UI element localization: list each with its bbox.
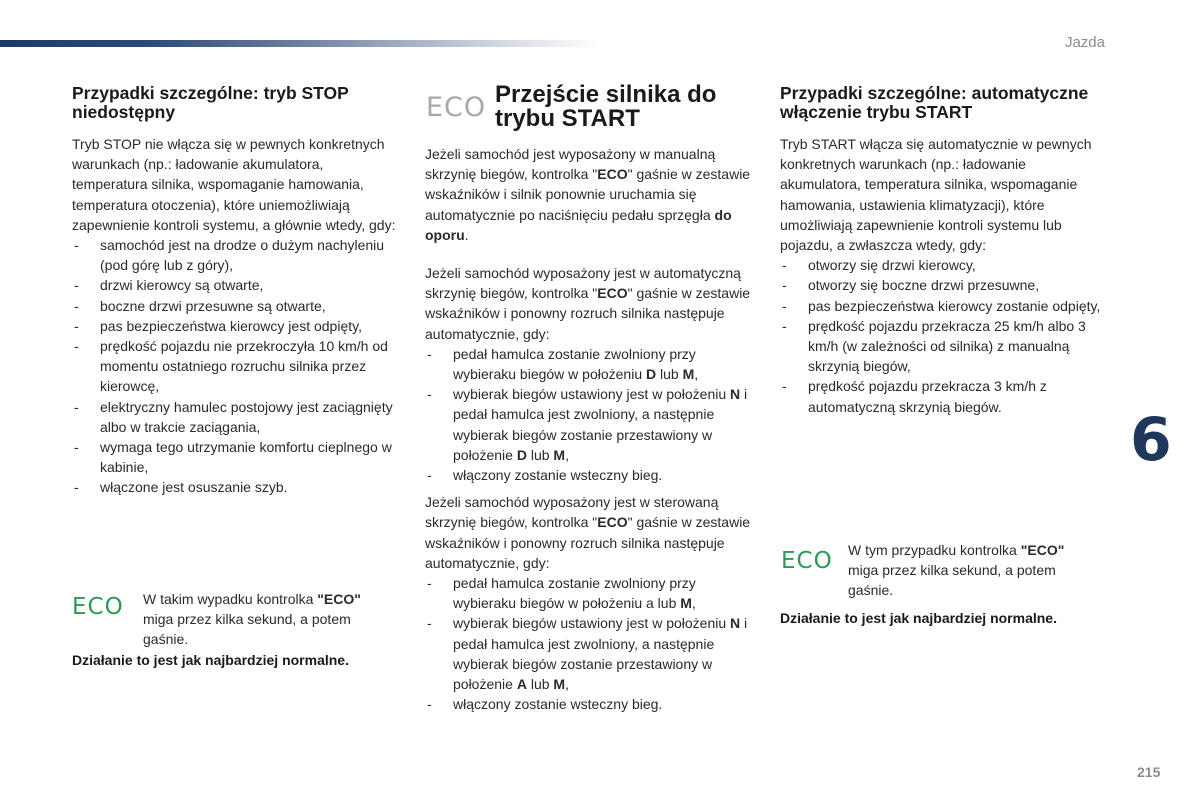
text: i pedał hamulca jest zwolniony, a następnie wybierak biegów zostanie przestawiony w położenie xyxy=(453,615,748,693)
text: " gaśnie w zestawie wskaźników i silnik ponownie uruchamia się automatycznie po naciśnięciu pedału sprzęgła xyxy=(425,166,751,223)
list-item xyxy=(425,573,755,613)
gear-label: M xyxy=(680,595,692,612)
list-item: - samochód jest na drodze o dużym nachyleniu (pod górę lub z góry), xyxy=(72,235,402,275)
eco-icon: ECO xyxy=(781,548,833,574)
text: Jeżeli samochód wyposażony jest w sterowaną skrzynię biegów, kontrolka " xyxy=(425,494,719,531)
middle-paragraph-1 xyxy=(425,144,755,245)
text: Jeżeli samochód jest wyposażony w manualną skrzynię biegów, kontrolka " xyxy=(425,146,716,183)
gear-label: M xyxy=(682,366,695,383)
note-text: W tym przypadku kontrolka xyxy=(848,542,1021,558)
section-title: Jazda xyxy=(1064,34,1105,51)
list-item: - prędkość pojazdu nie przekroczyła 10 km/h od momentu ostatniego rozruchu silnika przez kierowcę, xyxy=(72,336,402,397)
gear-label: A xyxy=(516,676,527,693)
list-item: - prędkość pojazdu przekracza 3 km/h z automatyczną skrzynią biegów. xyxy=(780,376,1110,416)
list-item: - włączony zostanie wsteczny bieg. xyxy=(425,694,755,714)
right-list xyxy=(780,255,1110,417)
right-normal-note: Działanie to jest jak najbardziej normalne. xyxy=(780,610,1057,626)
list-item: - wymaga tego utrzymanie komfortu cieplnego w kabinie, xyxy=(72,437,402,477)
list-item xyxy=(425,613,755,694)
left-heading: Przypadki szczególne: tryb STOP niedostępny xyxy=(72,83,349,122)
left-list xyxy=(72,235,402,498)
list-item xyxy=(425,384,755,465)
page-number: 215 xyxy=(1137,764,1161,780)
list-item: - otworzy się boczne drzwi przesuwne, xyxy=(780,275,1110,295)
list-item: - włączony zostanie wsteczny bieg. xyxy=(425,465,755,485)
gear-label: M xyxy=(553,446,566,463)
right-column xyxy=(780,84,1110,417)
bold-text: do oporu xyxy=(425,206,732,243)
text: , xyxy=(565,676,569,693)
left-eco-note xyxy=(143,589,393,650)
middle-paragraph-3 xyxy=(425,492,755,573)
middle-paragraph-2 xyxy=(425,263,755,344)
list-item: - elektryczny hamulec postojowy jest zaciągnięty albo w trakcie zaciągania, xyxy=(72,397,402,437)
middle-list-3 xyxy=(425,573,755,714)
chapter-number: 6 xyxy=(1130,405,1172,475)
list-item: - otworzy się drzwi kierowcy, xyxy=(780,255,1110,275)
eco-label: ECO xyxy=(597,285,628,302)
middle-list-2 xyxy=(425,344,755,485)
gear-label: N xyxy=(730,615,741,632)
list-item: - boczne drzwi przesuwne są otwarte, xyxy=(72,296,402,316)
left-normal-note: Działanie to jest jak najbardziej normalne. xyxy=(72,652,349,668)
text: i pedał hamulca jest zwolniony, a następnie wybierak biegów zostanie przestawiony w położenie xyxy=(453,386,748,463)
text: , xyxy=(694,366,699,383)
list-item: - prędkość pojazdu przekracza 25 km/h albo 3 km/h (w zależności od silnika) z manualną skrzynią biegów, xyxy=(780,316,1110,377)
right-intro: Tryb START włącza się automatycznie w pewnych konkretnych warunkach (np.: ładowanie akumulatora, temperatura silnika, wspomaganie hamowania, ustawienia klimatyzacji), które umożliwiają zapewnienie kontroli systemu lub pojazdu, a zwłaszcza wtedy, gdy: xyxy=(780,136,1092,254)
header-gradient-bar xyxy=(0,40,600,47)
text: wybierak biegów ustawiony jest w położeniu xyxy=(453,615,731,632)
middle-column xyxy=(425,144,755,714)
list-item: - włączone jest osuszanie szyb. xyxy=(72,477,402,497)
text: pedał hamulca zostanie zwolniony przy wybieraku biegów w położeniu xyxy=(453,345,696,383)
text: " gaśnie w zestawie wskaźników i ponowny rozruch silnika następuje automatycznie, gdy: xyxy=(425,285,751,342)
left-intro: Tryb STOP nie włącza się w pewnych konkretnych warunkach (np.: ładowanie akumulatora, temperatura silnika, wspomaganie hamowania, temperatura otoczenia), które uniemożliwiają zapewnienie kontroli systemu, a głównie wtedy, gdy: xyxy=(72,136,396,233)
text: lub xyxy=(656,366,683,383)
text: , xyxy=(691,595,696,612)
middle-heading-block xyxy=(495,83,745,131)
list-item: - drzwi kierowcy są otwarte, xyxy=(72,275,402,295)
text: wybierak biegów ustawiony jest w położeniu xyxy=(453,386,731,403)
eco-label: ECO xyxy=(597,166,628,183)
text: , xyxy=(565,446,569,463)
note-text: miga przez kilka sekund, a potem gaśnie. xyxy=(143,611,351,648)
note-eco: "ECO" xyxy=(1020,542,1065,558)
text: lub xyxy=(526,676,554,693)
left-column xyxy=(72,84,402,498)
gear-label: N xyxy=(730,386,741,403)
eco-icon: ECO xyxy=(426,92,487,123)
gear-label: D xyxy=(516,446,527,463)
right-heading: Przypadki szczególne: automatyczne włączenie trybu START xyxy=(780,83,1089,122)
gear-label: D xyxy=(646,366,657,383)
text: . xyxy=(464,226,469,243)
text: " gaśnie w zestawie wskaźników i ponowny rozruch silnika następuje automatycznie, gdy: xyxy=(425,514,751,571)
list-item: - pas bezpieczeństwa kierowcy zostanie odpięty, xyxy=(780,296,1110,316)
list-item: - pas bezpieczeństwa kierowcy jest odpięty, xyxy=(72,316,402,336)
note-eco: "ECO" xyxy=(317,591,361,607)
gear-label: M xyxy=(553,676,566,693)
note-text: W takim wypadku kontrolka xyxy=(143,591,318,607)
list-item xyxy=(425,344,755,384)
text: pedał hamulca zostanie zwolniony przy wybieraku biegów w położeniu a lub xyxy=(453,575,696,612)
middle-heading: Przejście silnika do trybu START xyxy=(495,81,717,132)
text: Jeżeli samochód wyposażony jest w automatyczną skrzynię biegów, kontrolka " xyxy=(425,265,741,302)
note-text: miga przez kilka sekund, a potem gaśnie. xyxy=(848,562,1056,599)
right-eco-note xyxy=(848,540,1098,601)
eco-label: ECO xyxy=(597,514,628,531)
eco-icon: ECO xyxy=(72,594,124,620)
text: lub xyxy=(526,446,554,463)
